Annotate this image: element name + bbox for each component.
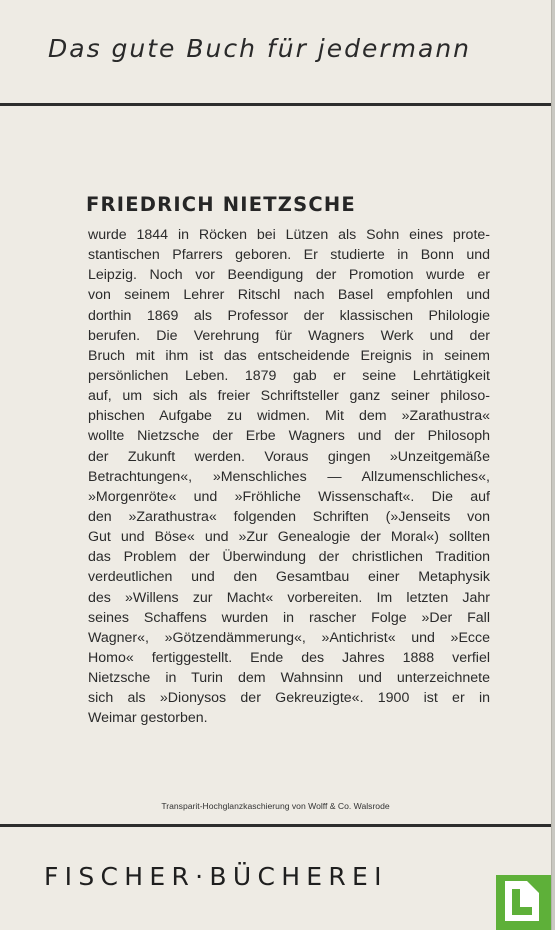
bio-line: des »Willens zur Macht« vorbereiten. Im letzten Jahr [88, 589, 490, 606]
bio-line: Nietzsche in Turin dem Wahnsinn und unterzeichnete [88, 670, 490, 687]
bio-line: den »Zarathustra« folgenden Schriften (»Jenseits von [88, 508, 490, 525]
bio-line: seines Schaffens wurden in rascher Folge »Der Fall [88, 609, 490, 626]
bio-line: Homo« fertiggestellt. Ende des Jahres 1888 verfiel [88, 649, 490, 666]
series-title: Das gute Buch für jedermann [48, 34, 472, 63]
top-rule [0, 103, 551, 106]
publisher-name: FISCHER·BÜCHEREI [44, 862, 388, 891]
bio-line: der Zukunft werden. Voraus gingen »Unzeitgemäße [88, 448, 490, 465]
bio-line: wollte Nietzsche der Erbe Wagners und der Philosoph [88, 428, 490, 445]
bio-line: Bruch mit ihm ist das entscheidende Ereignis in seinem [88, 347, 490, 364]
bio-line: wurde 1844 in Röcken bei Lützen als Sohn eines prote- [88, 227, 490, 243]
bio-line: stantischen Pfarrers geboren. Er studierte in Bonn und [88, 247, 490, 264]
bio-line: Gut und Böse« und »Zur Genealogie der Moral«) sollten [88, 529, 490, 546]
bio-line: sich als »Dionysos der Gekreuzigte«. 1900 ist er in [88, 690, 490, 707]
bio-line: berufen. Die Verehrung für Wagners Werk und der [88, 327, 490, 344]
bio-line: dorthin 1869 als Professor der klassischen Philologie [88, 307, 490, 324]
bio-line: das Problem der Überwindung der christlichen Tradition [88, 549, 490, 566]
bio-line: »Morgenröte« und »Fröhliche Wissenschaft«. Die auf [88, 488, 490, 505]
bookstore-logo-icon [496, 875, 551, 930]
print-credit: Transparit-Hochglanzkaschierung von Wolff & Co. Walsrode [161, 801, 390, 811]
author-biography [88, 225, 490, 729]
bio-line: Wagner«, »Götzendämmerung«, »Antichrist« und »Ecce [88, 629, 490, 646]
bio-line: auf, um sich als freier Schriftsteller ganz seiner philoso- [88, 388, 490, 405]
bottom-rule [0, 824, 551, 827]
bio-line: Leipzig. Noch vor Beendigung der Promotion wurde er [88, 267, 490, 284]
bio-line: von seinem Lehrer Ritschl nach Basel empfohlen und [88, 287, 490, 304]
author-heading: FRIEDRICH NIETZSCHE [86, 193, 356, 216]
bio-line: Betrachtungen«, »Menschliches — Allzumenschliches«, [88, 468, 490, 485]
bio-line: phischen Aufgabe zu widmen. Mit dem »Zarathustra« [88, 408, 490, 425]
bio-line: persönlichen Leben. 1879 gab er seine Lehrtätigkeit [88, 367, 490, 384]
bio-line: Weimar gestorben. [88, 710, 208, 727]
bio-line: verdeutlichen und den Gesamtbau einer Metaphysik [88, 569, 490, 586]
